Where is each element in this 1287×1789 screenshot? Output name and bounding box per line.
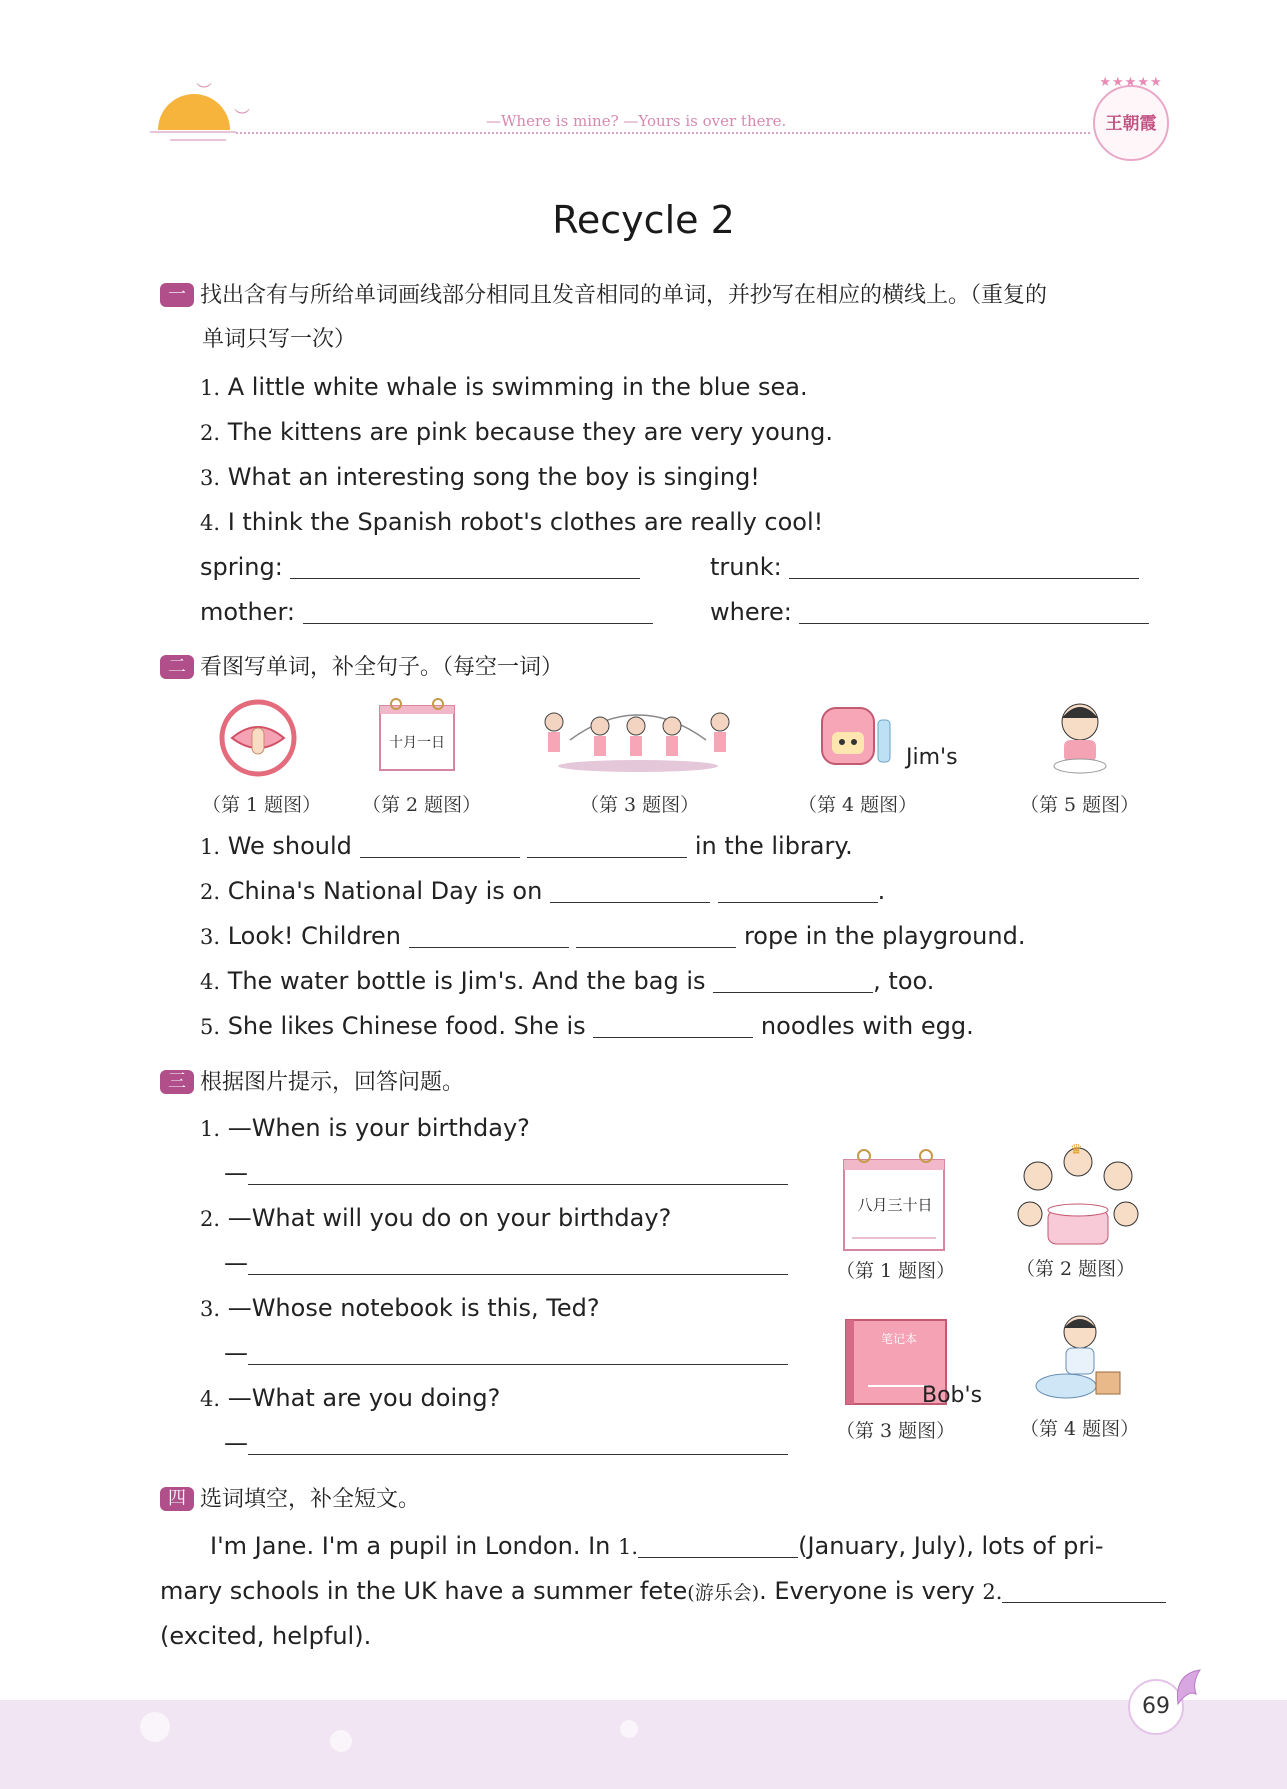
s1-sentence: 1. A little white whale is swimming in the blue sea. — [200, 373, 808, 401]
section-badge: 一 — [160, 283, 194, 307]
bird-icon: ︶ — [234, 107, 251, 126]
answer-blank[interactable] — [713, 970, 873, 993]
figure-caption: （第 3 题图） — [580, 794, 700, 816]
answer-blank[interactable] — [550, 880, 710, 903]
decor-bubble — [330, 1730, 352, 1752]
section-badge: 三 — [160, 1070, 194, 1094]
s2-sentence: 5. She likes Chinese food. She is noodles with egg. — [200, 1012, 974, 1040]
decor-line — [170, 139, 226, 141]
figure-caption: （第 4 题图） — [1020, 1418, 1140, 1440]
answer-blank[interactable] — [248, 1432, 788, 1455]
figure-caption: （第 5 题图） — [1020, 794, 1140, 816]
passage-line: (excited, helpful). — [160, 1622, 372, 1650]
figure-caption: （第 2 题图） — [1016, 1258, 1136, 1280]
figure-caption: （第 1 题图） — [836, 1260, 956, 1282]
passage-line: I'm Jane. I'm a pupil in London. In 1. (January, July), lots of pri- — [210, 1532, 1104, 1560]
answer-blank[interactable] — [576, 925, 736, 948]
schoolbag-icon — [814, 698, 894, 774]
s2-sentence: 1. We should in the library. — [200, 832, 853, 860]
s3-answer-line: — — [224, 1428, 788, 1458]
decor-bubble — [620, 1720, 638, 1738]
word-where: where: — [710, 597, 1149, 627]
header-motto: —Where is mine? —Yours is over there. — [486, 112, 787, 130]
decor-line — [150, 131, 236, 133]
s3-answer-line: — — [224, 1158, 788, 1188]
answer-blank[interactable] — [638, 1535, 798, 1558]
word-mother: mother: — [200, 597, 653, 627]
section1-instruction: 一 找出含有与所给单词画线部分相同且发音相同的单词，并抄写在相应的横线上。（重复的 — [160, 274, 1160, 318]
dolphin-icon — [1170, 1664, 1210, 1718]
boy-washing-clothes-icon — [1030, 1310, 1130, 1410]
s2-sentence: 2. China's National Day is on . — [200, 877, 886, 905]
bag-label: Jim's — [906, 745, 958, 770]
birthday-party-icon — [1008, 1140, 1148, 1264]
quiet-mouth-icon — [218, 698, 298, 782]
bird-icon: ︶ — [196, 81, 213, 100]
calendar-date: 八月三十日 — [857, 1196, 933, 1214]
figure-caption: （第 1 题图） — [202, 794, 322, 816]
sun-icon — [158, 94, 230, 130]
svg-text:♛: ♛ — [1070, 1142, 1083, 1158]
calendar-icon — [840, 1146, 950, 1254]
section3-instruction: 三 根据图片提示，回答问题。 — [160, 1061, 464, 1105]
answer-blank[interactable] — [290, 556, 640, 579]
section-badge: 四 — [160, 1487, 194, 1511]
section-badge: 二 — [160, 655, 194, 679]
page-footer — [0, 1700, 1287, 1789]
answer-blank[interactable] — [799, 601, 1149, 624]
s1-sentence: 3. What an interesting song the boy is singing! — [200, 463, 760, 491]
s1-sentence: 4. I think the Spanish robot's clothes are really cool! — [200, 508, 824, 536]
answer-blank[interactable] — [360, 835, 520, 858]
answer-blank[interactable] — [527, 835, 687, 858]
figure-caption: （第 3 题图） — [836, 1420, 956, 1442]
stars-icon: ★★★★★ — [1099, 75, 1163, 90]
answer-blank[interactable] — [303, 601, 653, 624]
answer-blank[interactable] — [593, 1015, 753, 1038]
decor-bubble — [140, 1712, 170, 1742]
header-divider — [236, 132, 1090, 134]
s3-answer-line: — — [224, 1338, 788, 1368]
s3-question: 4. —What are you doing? — [200, 1384, 501, 1412]
section4-instruction: 四 选词填空，补全短文。 — [160, 1478, 420, 1522]
word-spring: spring: — [200, 552, 640, 582]
answer-blank[interactable] — [248, 1162, 788, 1185]
s3-question: 1. —When is your birthday? — [200, 1114, 530, 1142]
answer-blank[interactable] — [1002, 1580, 1166, 1603]
children-skipping-icon — [540, 700, 736, 778]
notebook-label: Bob's — [922, 1383, 983, 1408]
word-trunk: trunk: — [710, 552, 1139, 582]
brand-logo — [1093, 75, 1169, 161]
calendar-date: 十月一日 — [389, 735, 445, 751]
girl-eating-noodles-icon — [1044, 696, 1116, 780]
answer-blank[interactable] — [718, 880, 878, 903]
s2-sentence: 4. The water bottle is Jim's. And the bag is , too. — [200, 967, 935, 995]
page-title: Recycle 2 — [552, 198, 735, 242]
figure-caption: （第 2 题图） — [362, 794, 482, 816]
notebook-cover-text: 笔记本 — [880, 1332, 917, 1346]
s3-answer-line: — — [224, 1248, 788, 1278]
answer-blank[interactable] — [248, 1252, 788, 1275]
passage-line: mary schools in the UK have a summer fete(游乐会). Everyone is very 2. — [160, 1576, 1166, 1608]
s3-question: 3. —Whose notebook is this, Ted? — [200, 1294, 600, 1322]
s1-sentence: 2. The kittens are pink because they are very young. — [200, 418, 834, 446]
logo-text: 王朝霞 — [1105, 114, 1157, 134]
section2-instruction: 二 看图写单词，补全句子。（每空一词） — [160, 646, 563, 690]
s2-sentence: 3. Look! Children rope in the playground. — [200, 922, 1026, 950]
answer-blank[interactable] — [248, 1342, 788, 1365]
calendar-icon — [376, 696, 458, 774]
answer-blank[interactable] — [409, 925, 569, 948]
answer-blank[interactable] — [789, 556, 1139, 579]
page-number: 69 — [1128, 1679, 1184, 1735]
figure-caption: （第 4 题图） — [798, 794, 918, 816]
section1-instruction-cont: 单词只写一次） — [202, 327, 357, 352]
s3-question: 2. —What will you do on your birthday? — [200, 1204, 672, 1232]
